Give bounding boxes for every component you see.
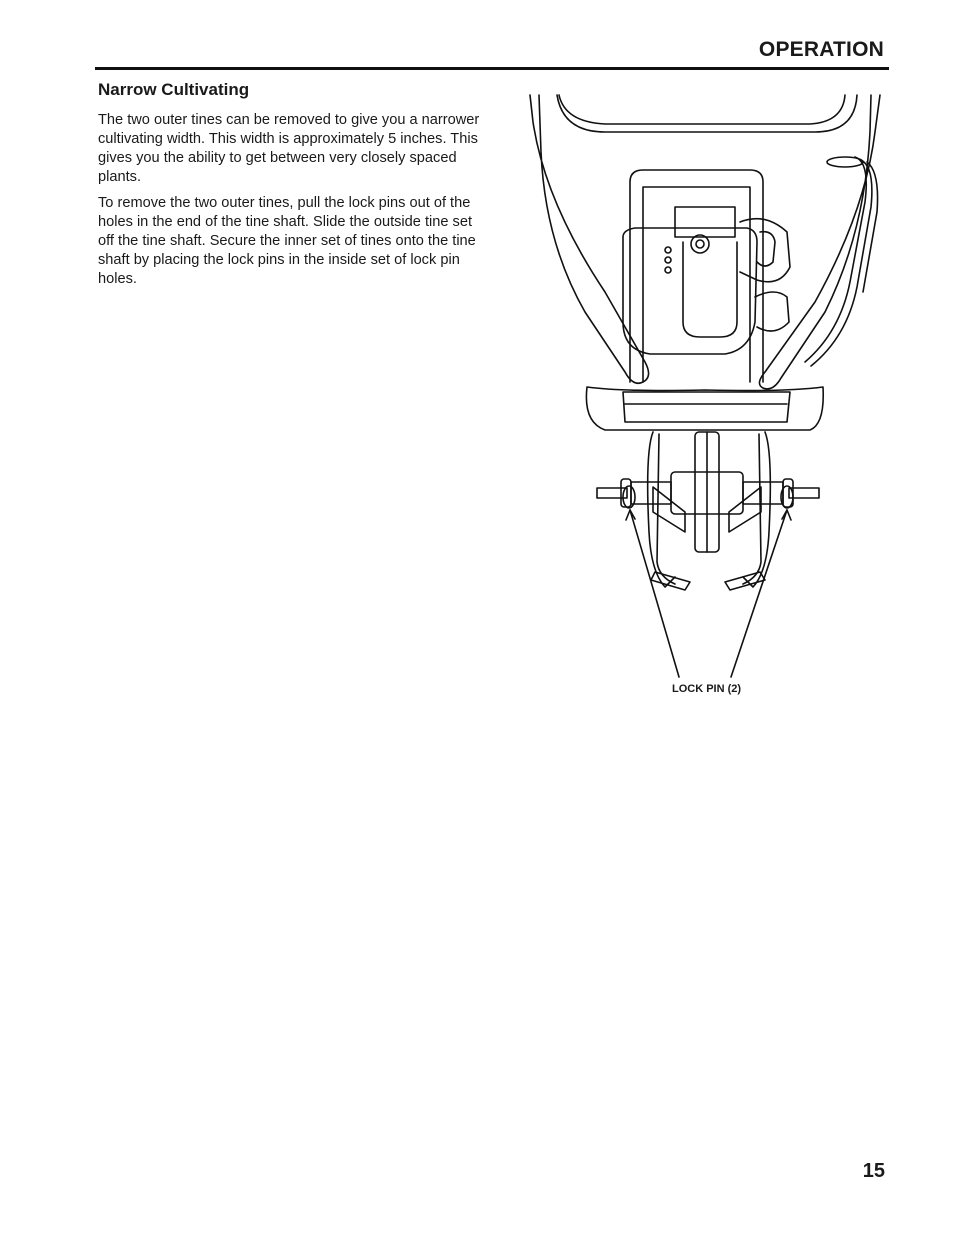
paragraph-1: The two outer tines can be removed to give you a narrower cultivating width. This width is approximately 5 inches. This gives you the ability to get between very closely spaced plants. bbox=[98, 112, 480, 185]
page-number: 15 bbox=[862, 1160, 885, 1182]
lock-pin-callout: LOCK PIN (2) bbox=[672, 683, 742, 695]
subsection-title: Narrow Cultivating bbox=[98, 80, 250, 99]
paragraph-2: To remove the two outer tines, pull the lock pins out of the holes in the end of the tine shaft. Slide the outside tine set off the tine shaft. Secure the inner set of tines onto the tine shaft by placing the lock pins in the inside set of lock pin holes. bbox=[98, 195, 476, 287]
tiller-illustration bbox=[525, 92, 890, 707]
header-rule bbox=[95, 67, 889, 70]
section-header: OPERATION bbox=[758, 38, 884, 61]
